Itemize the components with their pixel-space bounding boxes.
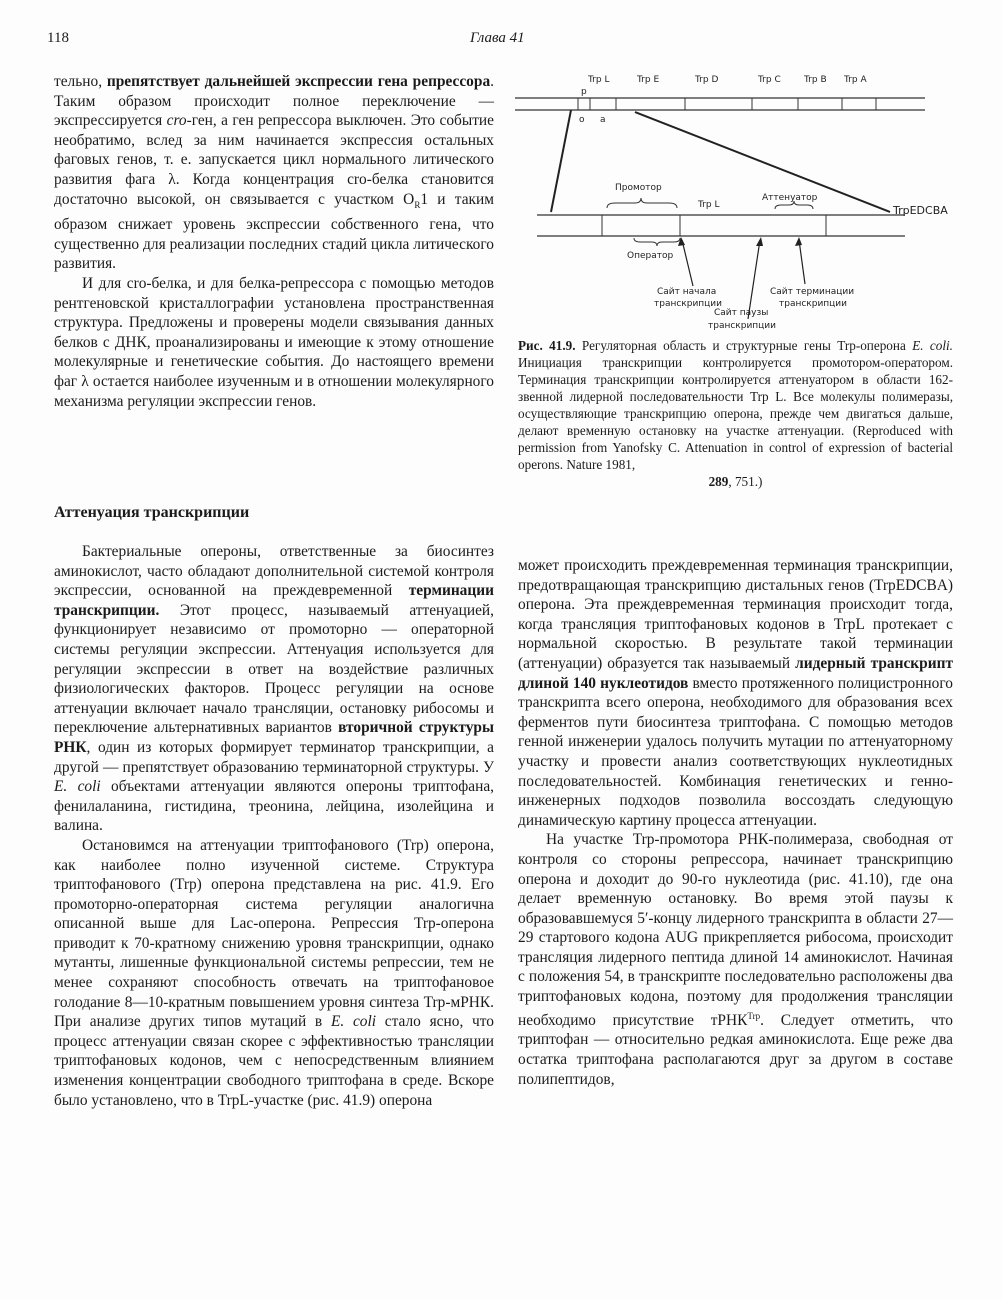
- caption-volume: 289: [708, 474, 729, 489]
- section-heading: Аттенуация транскрипции: [54, 504, 250, 521]
- termination-site-label: транскрипции: [779, 299, 848, 309]
- text-run: -ген, а ген репрессора выключен. Это событие необратимо, вслед за ним начинается экспрессия остальных фаговых генов, т. е. запускается цикл нормального литического развития фага λ. Когда концентрация cro-белка становится достаточно высокой, он связывается с участком O: [54, 112, 494, 208]
- termination-site-label: Сайт терминации: [770, 287, 855, 297]
- text-run: 1 и таким образом снижает уровень экспрессии собственного гена, что существенно для реализации последних стадий цикла литического развития.: [54, 190, 495, 273]
- text-run: . Следует отметить, что триптофан — относительно редкая аминокислота. Еще реже два остатка триптофана располагаются друг за другом в составе полипептидов,: [518, 1011, 953, 1088]
- paragraph: [54, 542, 494, 836]
- italic-text: E. coli: [330, 1013, 377, 1031]
- caption-text: Инициация транскрипции контролируется промотором-оператором. Терминация транскрипции контролируется аттенуатором в области 162-звенной лидерной последовательности Trp L. Все молекулы полимеразы, осуществляющие транскрипцию оперона, прежде чем двигаться дальше, делают временную остановку на участке аттенуации. (Reproduced with permission from Yanofsky C. Attenuation in control of expression of bacterial operons. Nature 1981,: [518, 355, 953, 472]
- text-run: Этот процесс, называемый аттенуацией, функционирует независимо от промоторно — операторной системы регуляции экспрессии. Аттенуация используется для регуляции экспрессии в ответ на воздействие различных физиологических факторов. Процесс регуляции на основе аттенуации включает начало трансляции, остановку рибосомы и переключение альтернативных вариантов: [54, 601, 494, 737]
- text-run: На участке Trp-промотора РНК-полимераза, свободная от контроля со стороны репрессора, начинает транскрипцию оперона и доходит до 90-го нуклеотида (рис. 41.10), где она делает временную остановку. Во время этой паузы к образовавшемуся 5′-концу лидерного транскрипта в области 27—29 стартового кодона AUG прикрепляется рибосома, происходит трансляция лидерного пептида длиной 14 аминокислот. Начиная с положения 54, в транскрипте последовательно расположены два триптофановых кодона, поэтому для продолжения трансляции необходимо присутствие тРНК: [518, 831, 953, 1029]
- figure-caption: [518, 337, 953, 490]
- start-site-label: Сайт начала: [657, 287, 717, 297]
- text-run: , один из которых формирует терминатор транскрипции, а другой — препятствует образованию терминаторной структуры. У: [54, 738, 494, 776]
- text-run: Остановимся на аттенуации триптофанового (Trp) оперона, как наиболее полно изученной системе. Структура триптофанового (Trp) оперона представлена на рис. 41.9. Его промоторно-операторная система регуляции аналогична описанной выше для Lac-оперона. Репрессия Trp-оперона приводит к 70-кратному снижению уровня транскрипции, однако мутанты, лишенные функциональной системы репрессии, тем не менее сохраняют способность отвечать на триптофановое голодание 8—10-кратным повышением уровня синтеза Trp-мРНК. При анализе других типов мутаций в: [54, 836, 494, 1031]
- text-run: стало ясно, что процесс аттенуации связан скорее с эффективностью трансляции триптофановых кодонов, чем с непосредственным влиянием изменения концентрации свободного триптофана в среде. Вскоре было установлено, что в TrpL-участке (рис. 41.9) оперона: [54, 1013, 494, 1109]
- promoter-label: Промотор: [615, 183, 662, 193]
- operator-site-label: o: [579, 115, 585, 125]
- italic-text: cro: [166, 112, 187, 130]
- trp-l-label: Trp L: [698, 200, 720, 210]
- gene-label: Trp E: [637, 75, 660, 85]
- paragraph: И для cro-белка, и для белка-репрессора с помощью методов рентгеновской кристаллографии установлена пространственная структура. Предложены и проверены модели связывания данных белков с ДНК, проанализированы и имеющие к этому отношение молекулярные и генетические события. До настоящего времени фаг λ остается наиболее изученным и в отношении молекулярного механизма регуляции экспрессии генов.: [54, 275, 494, 410]
- start-site-label: транскрипции: [654, 299, 723, 309]
- figure-trp-operon-diagram: [505, 62, 965, 337]
- bold-text: препятствует дальнейшей экспрессии гена репрессора: [106, 73, 491, 90]
- page-number: 118: [47, 30, 69, 46]
- gene-label: Trp D: [695, 75, 719, 85]
- paragraph: [54, 72, 494, 274]
- subscript: R: [414, 199, 421, 210]
- text-run: объектами аттенуации являются опероны триптофана, фенилаланина, гистидина, треонина, лейцина, изолейцина и валина.: [54, 778, 495, 835]
- bold-text: лидерный транскрипт длиной 140 нуклеотидов: [518, 654, 954, 692]
- operator-label: Оператор: [627, 251, 674, 261]
- gene-label: Trp C: [758, 75, 781, 85]
- superscript: Trp: [747, 1010, 761, 1021]
- pause-site-label: транскрипции: [708, 321, 777, 331]
- left-column-top: [54, 72, 494, 411]
- paragraph: [54, 836, 494, 1110]
- bold-text: вторичной структуры РНК: [54, 719, 495, 756]
- caption-label: Рис. 41.9.: [518, 338, 576, 353]
- operon-diagram: [505, 62, 965, 337]
- caption-text: Регуляторная область и структурные гены Trp-оперона: [575, 338, 913, 353]
- text-run: может происходить преждевременная терминация транскрипции, предотвращающая транскрипцию дистальных генов (TrpEDCBA) оперона. Эта преждевременная терминация происходит тогда, когда трансляция триптофановых кодонов в TrpL протекает с нормальной скоростью. В результате такой терминации (аттенуации) образуется так называемый: [518, 557, 953, 672]
- text-run: Бактериальные опероны, ответственные за биосинтез аминокислот, часто обладают дополнительной системой контроля экспрессии, основанной на преждевременной: [54, 543, 494, 600]
- text-run: вместо протяженного полицистронного транскрипта всего оперона, необходимого для образования всех ферментов пути биосинтеза триптофана. С помощью методов генной инженерии удалось получить мутации по аттенуаторному участку и провести анализ соответствующих нуклеотидных последовательностей. Комбинация генетических и генно-инженерных подходов позволила воссоздать следующую динамическую картину процесса аттенуации.: [518, 674, 953, 829]
- caption-citation-end: [518, 473, 953, 490]
- attenuator-label: Аттенуатор: [762, 193, 818, 203]
- gene-label: Trp A: [844, 75, 867, 85]
- right-column-bottom: [518, 556, 953, 1089]
- paragraph: [518, 830, 953, 1089]
- bold-text: терминации транскрипции.: [54, 582, 494, 619]
- pause-site-label: Сайт паузы: [714, 308, 769, 318]
- attenuator-site-label: a: [600, 115, 606, 125]
- left-column-bottom: [54, 542, 494, 1110]
- italic-text: E. coli: [54, 778, 101, 796]
- caption-pages: , 751.): [728, 474, 763, 489]
- promoter-site-label: p: [581, 87, 587, 97]
- gene-label: Trp B: [804, 75, 827, 85]
- trp-edcba-label: TrpEDCBA: [893, 204, 948, 217]
- gene-label: Trp L: [588, 75, 610, 85]
- running-head: Глава 41: [470, 30, 525, 46]
- text-run: тельно,: [54, 73, 107, 90]
- caption-italic: E. coli.: [912, 338, 953, 353]
- paragraph: [518, 556, 953, 830]
- text-run: . Таким образом происходит полное переключение — экспрессируется: [54, 73, 494, 130]
